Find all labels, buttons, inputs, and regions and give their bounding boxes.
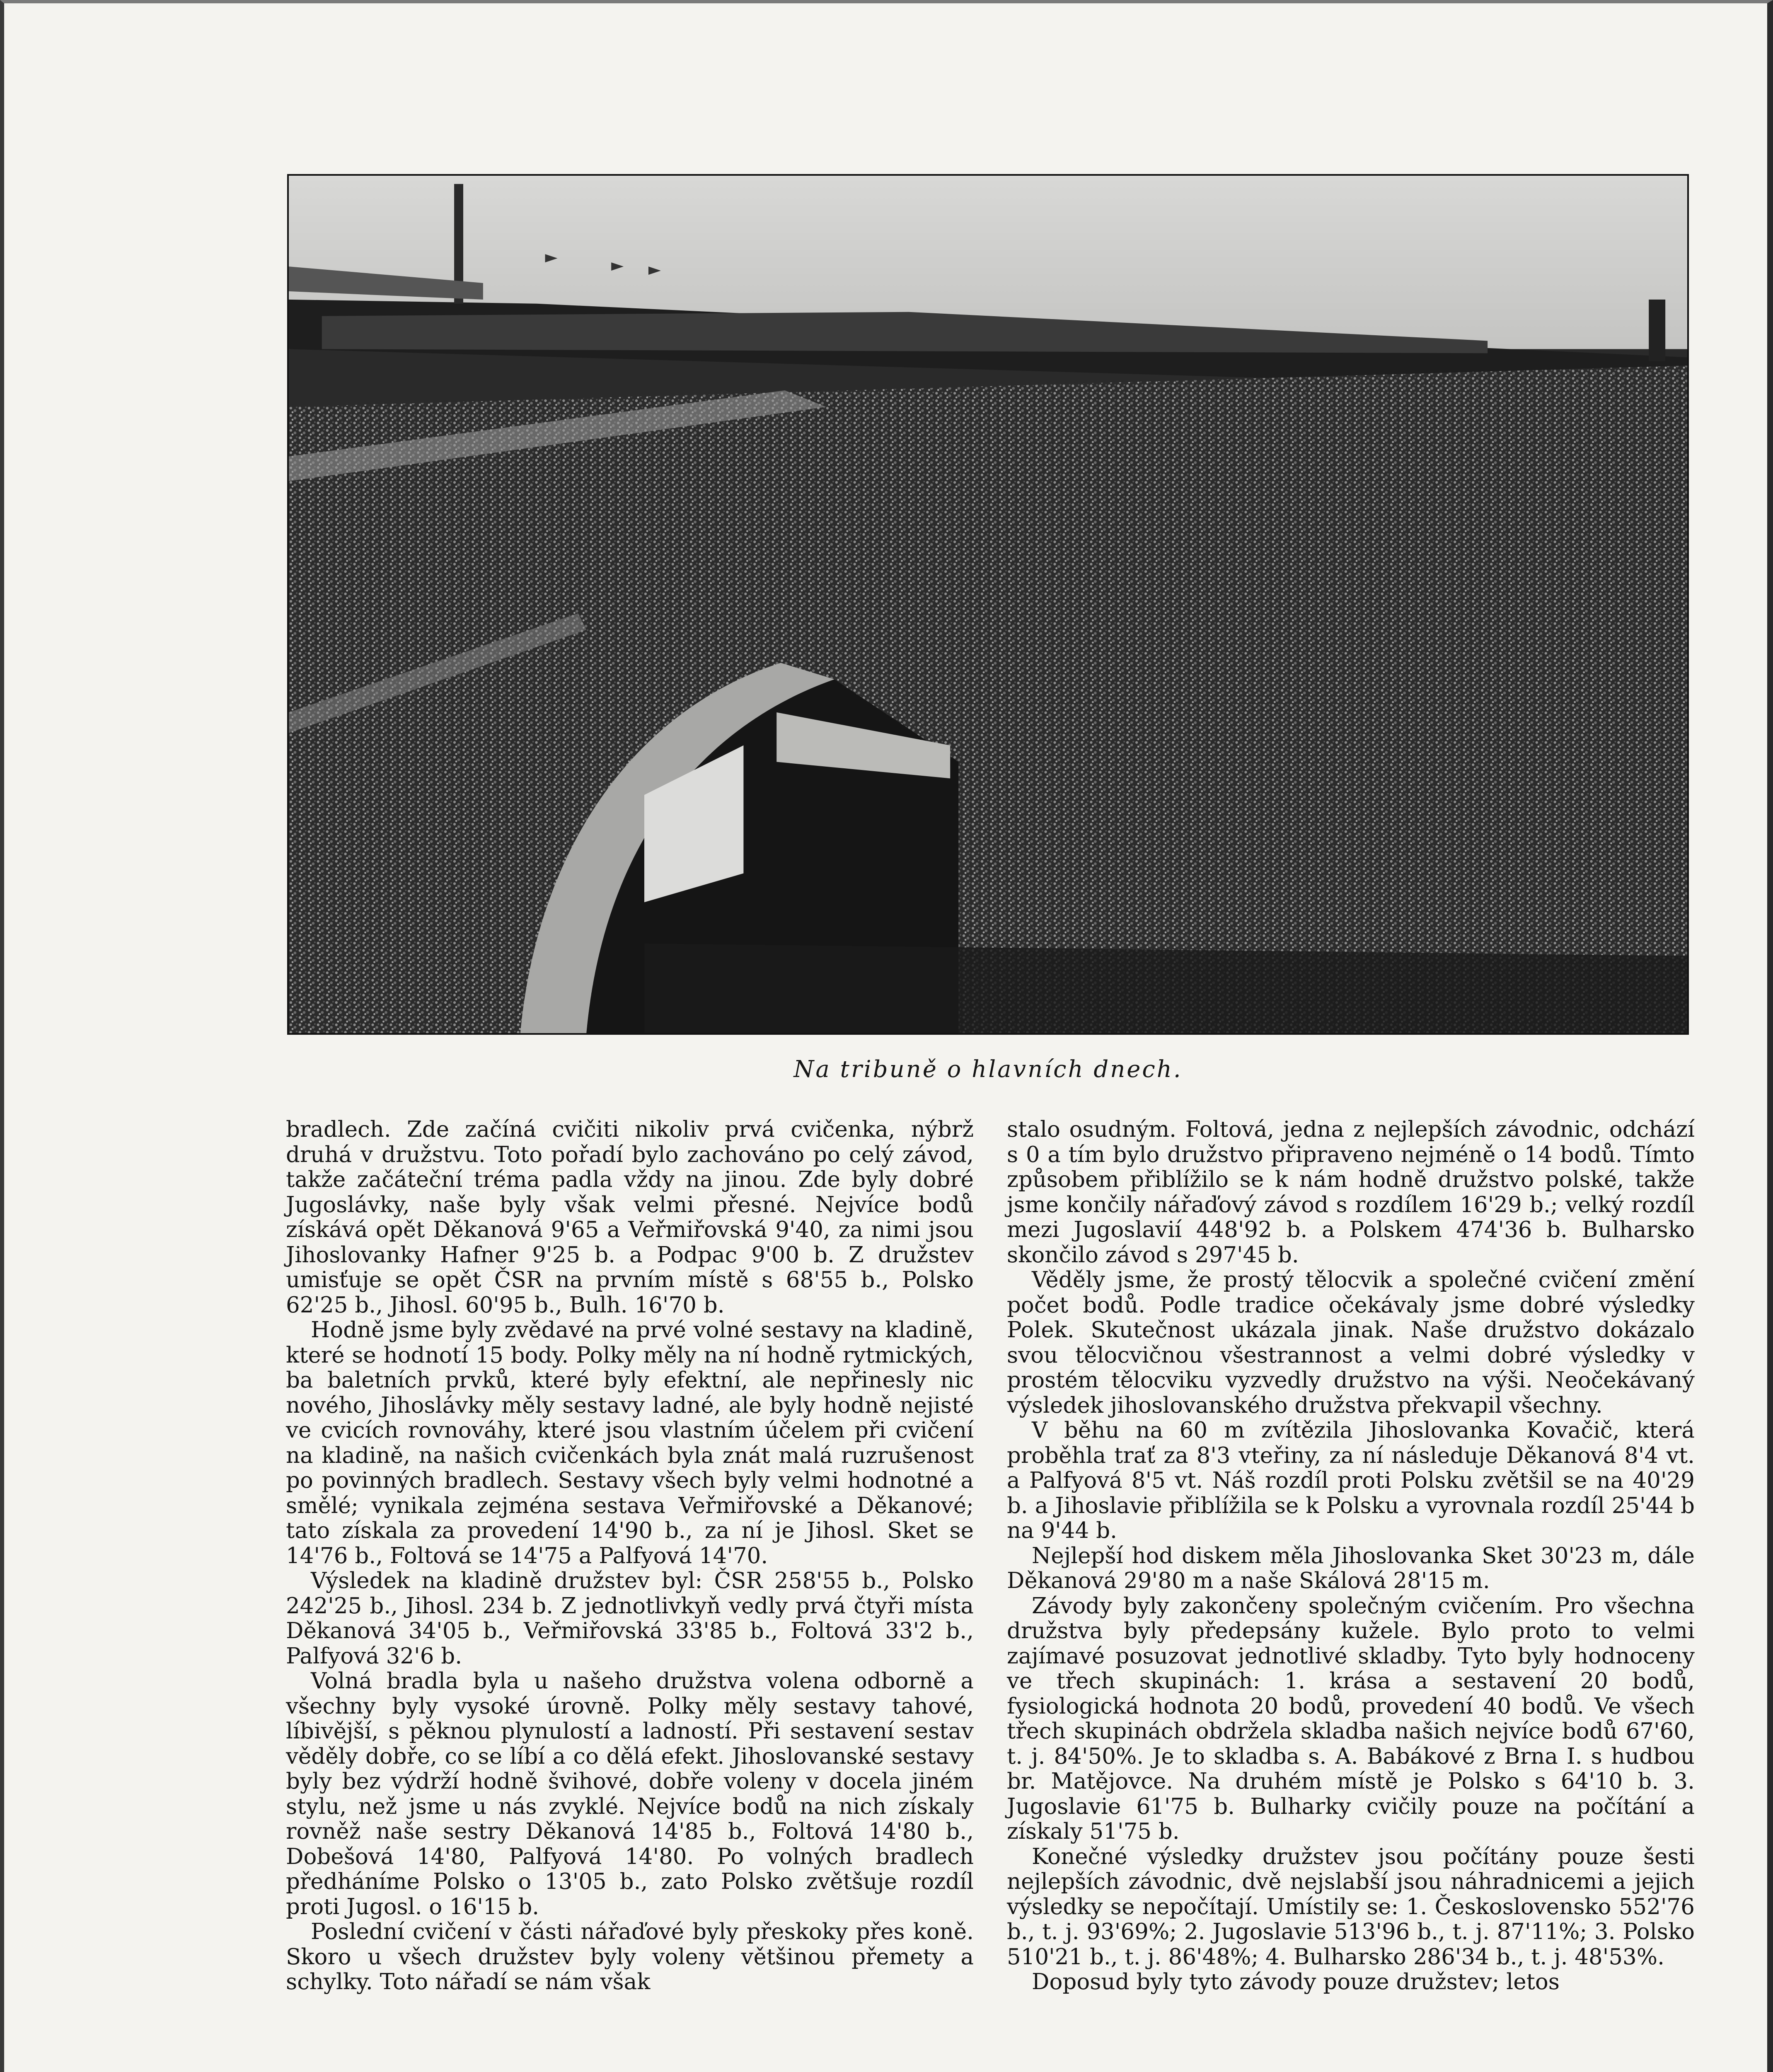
paragraph: Doposud byly tyto závody pouze družstev; letos — [1032, 1969, 1560, 1995]
paragraph: Poslední cvičení v části nářaďové byly přeskoky přes koně. Skoro u všech družstev byly voleny většinou přemety a schylky. Toto nářadí se nám však — [286, 1919, 974, 1995]
paragraph: bradlech. Zde začíná cvičiti nikoliv prvá cvičenka, nýbrž druhá v družstvu. Toto pořadí bylo zachováno po celý závod, takže začáteční tréma padla vždy na jinou. Zde byly dobré Jugoslávky, naše byly však velmi přesné. Nejvíce bodů získává opět Děkanová 9'65 a Veřmiřovská 9'40, za nimi jsou Jihoslovanky Hafner 9'25 b. a Podpac 9'00 b. Z družstev umisťuje se opět ČSR na prvním místě s 68'55 b., Polsko 62'25 b., Jihosl. 60'95 b., Bulh. 16'70 b. — [286, 1117, 974, 1318]
paragraph: Volná bradla byla u našeho družstva volena odborně a všechny byly vysoké úrovně. Polky měly sestavy tahové, líbivější, s pěknou plynulostí a ladností. Při sestavení sestav věděly dobře, co se líbí a co dělá efekt. Jihoslovanské sestavy byly bez výdrží hodně švihové, dobře voleny v docela jiném stylu, než jsme u nás zvyklé. Nejvíce bodů na nich získaly rovněž naše sestry Děkanová 14'85 b., Foltová 14'80 b., Dobešová 14'80, Palfyová 14'80. Po volných bradlech předháníme Polsko o 13'05 b., zato Polsko zvětšuje rozdíl proti Jugosl. o 16'15 b. — [286, 1668, 974, 1920]
text-column-right — [1007, 1117, 1695, 1995]
paragraph: Závody byly zakončeny společným cvičením. Pro všechna družstva byly předepsány kužele. Bylo proto to velmi zajímavé posuzovat jednotlivé skladby. Tyto byly hodnoceny ve třech skupinách: 1. krása a sestavení 20 bodů, fysiologická hodnota 20 bodů, provedení 40 bodů. Ve všech třech skupinách obdržela skladba našich nejvíce bodů 67'60, t. j. 84'50%. Je to skladba s. A. Babákové z Brna I. s hudbou br. Matějovce. Na druhém místě je Polsko s 64'10 b. 3. Jugoslavie 61'75 b. Bulharky cvičily pouze na počítání a získaly 51'75 b. — [1007, 1593, 1695, 1844]
text-column-left — [286, 1117, 974, 1995]
paragraph: V běhu na 60 m zvítězila Jihoslovanka Kovačič, která proběhla trať za 8'3 vteřiny, za ní následuje Děkanová 8'4 vt. a Palfyová 8'5 vt. Náš rozdíl proti Polsku zvětšil se na 40'29 b. a Jihoslavie přiblížila se k Polsku a vyrovnala rozdíl 25'44 b na 9'44 b. — [1007, 1418, 1695, 1543]
stadium-tribune-photo — [287, 174, 1689, 1035]
paragraph: Konečné výsledky družstev jsou počítány pouze šesti nejlepších závodnic, dvě nejslabší jsou náhradnicemi a jejich výsledky se nepočítají. Umístily se: 1. Československo 552'76 b., t. j. 93'69%; 2. Jugoslavie 513'96 b., t. j. 87'11%; 3. Polsko 510'21 b., t. j. 86'48%; 4. Bulharsko 286'34 b., t. j. 48'53%. — [1007, 1844, 1695, 1970]
paragraph: Nejlepší hod diskem měla Jihoslovanka Sket 30'23 m, dále Děkanová 29'80 m a naše Skálová 28'15 m. — [1007, 1543, 1695, 1593]
paragraph: stalo osudným. Foltová, jedna z nejlepších závodnic, odchází s 0 a tím bylo družstvo připraveno nejméně o 14 bodů. Tímto způsobem přiblížilo se k nám hodně družstvo polské, takže jsme končily nářaďový závod s rozdílem 16'29 b.; velký rozdíl mezi Jugoslavií 448'92 b. a Polskem 474'36 b. Bulharsko skončilo závod s 297'45 b. — [1007, 1117, 1695, 1268]
paragraph: Hodně jsme byly zvědavé na prvé volné sestavy na kladině, které se hodnotí 15 body. Polky měly na ní hodně rytmických, ba baletních prvků, které byly efektní, ale nepřinesly nic nového, Jihoslávky měly sestavy ladné, ale byly hodně nejisté ve cvicích rovnováhy, které jsou vlastním účelem při cvičení na kladině, na našich cvičenkách byla znát malá ruzrušenost po povinných bradlech. Sestavy všech byly velmi hodnotné a smělé; vynikala zejména sestava Veřmiřovské a Děkanové; tato získala za provedení 14'90 b., za ní je Jihosl. Sket se 14'76 b., Foltová se 14'75 a Palfyová 14'70. — [286, 1317, 974, 1569]
photo-caption: Na tribuně o hlavních dnech. — [793, 1056, 1183, 1083]
paragraph: Věděly jsme, že prostý tělocvik a společné cvičení změní počet bodů. Podle tradice očekávaly jsme dobré výsledky Polek. Skutečnost ukázala jinak. Naše družstvo dokázalo svou tělocvičnou všestrannost a velmi dobré výsledky v prostém tělocviku vyzvedly družstvo na výši. Neočekávaný výsledek jihoslovanského družstva překvapil všechny. — [1007, 1267, 1695, 1418]
paragraph: Výsledek na kladině družstev byl: ČSR 258'55 b., Polsko 242'25 b., Jihosl. 234 b. Z jednotlivkyň vedly prvá čtyři místa Děkanová 34'05 b., Veřmiřovská 33'85 b., Foltová 33'2 b., Palfyová 32'6 b. — [286, 1568, 974, 1669]
